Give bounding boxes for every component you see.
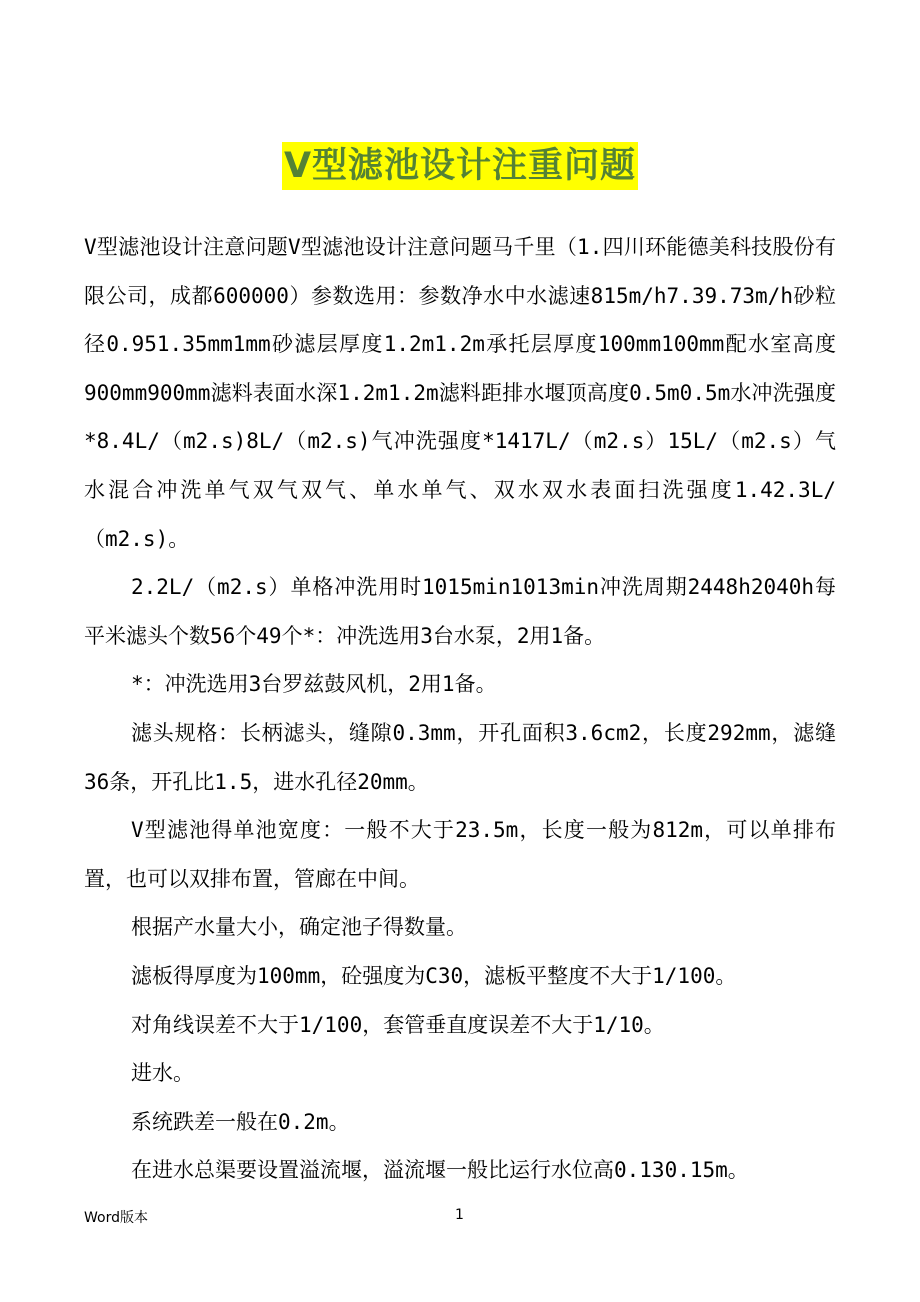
paragraph-1: V型滤池设计注意问题V型滤池设计注意问题马千里（1.四川环能德美科技股份有限公司，成都600000）参数选用：参数净水中水滤速815m/h7.39.73m/h砂粒径0.951.35mm1mm砂滤层厚度1.2m1.2m承托层厚度100mm100mm配水室高度900mm900mm滤料表面水深1.2m1.2m滤料距排水堰顶高度0.5m0.5m水冲洗强度*8.4L/（m2.s)8L/（m2.s)气冲洗强度*1417L/（m2.s）15L/（m2.s）气水混合冲洗单气双气双气、单水单气、双水双水表面扫洗强度1.42.3L/（m2.s)。: [84, 235, 836, 551]
footer-label: Word版本: [84, 1210, 148, 1226]
paragraph-3: *：冲洗选用3台罗兹鼓风机，2用1备。: [131, 672, 497, 697]
paragraph-11: 在进水总渠要设置溢流堰，溢流堰一般比运行水位高0.130.15m。: [131, 1158, 749, 1183]
paragraph-4: 滤头规格：长柄滤头，缝隙0.3mm，开孔面积3.6cm2，长度292mm，滤缝36条，开孔比1.5，进水孔径20mm。: [84, 720, 836, 794]
paragraph-10: 系统跌差一般在0.2m。: [131, 1109, 350, 1134]
paragraph-6: 根据产水量大小，确定池子得数量。: [131, 915, 467, 940]
title-container: [0, 142, 920, 190]
document-title: V型滤池设计注重问题: [282, 142, 638, 190]
paragraph-8: 对角线误差不大于1/100，套管垂直度误差不大于1/10。: [131, 1012, 665, 1037]
document-body: [84, 223, 836, 1195]
paragraph-2: 2.2L/（m2.s）单格冲洗用时1015min1013min冲洗周期2448h2040h每平米滤头个数56个49个*：冲洗选用3台水泵，2用1备。: [84, 575, 836, 648]
paragraph-7: 滤板得厚度为100mm，砼强度为C30，滤板平整度不大于1/100。: [131, 963, 737, 988]
paragraph-9: 进水。: [131, 1061, 194, 1086]
page-number: 1: [455, 1207, 464, 1223]
paragraph-5: V型滤池得单池宽度：一般不大于23.5m，长度一般为812m，可以单排布置，也可以双排布置，管廊在中间。: [84, 818, 836, 891]
